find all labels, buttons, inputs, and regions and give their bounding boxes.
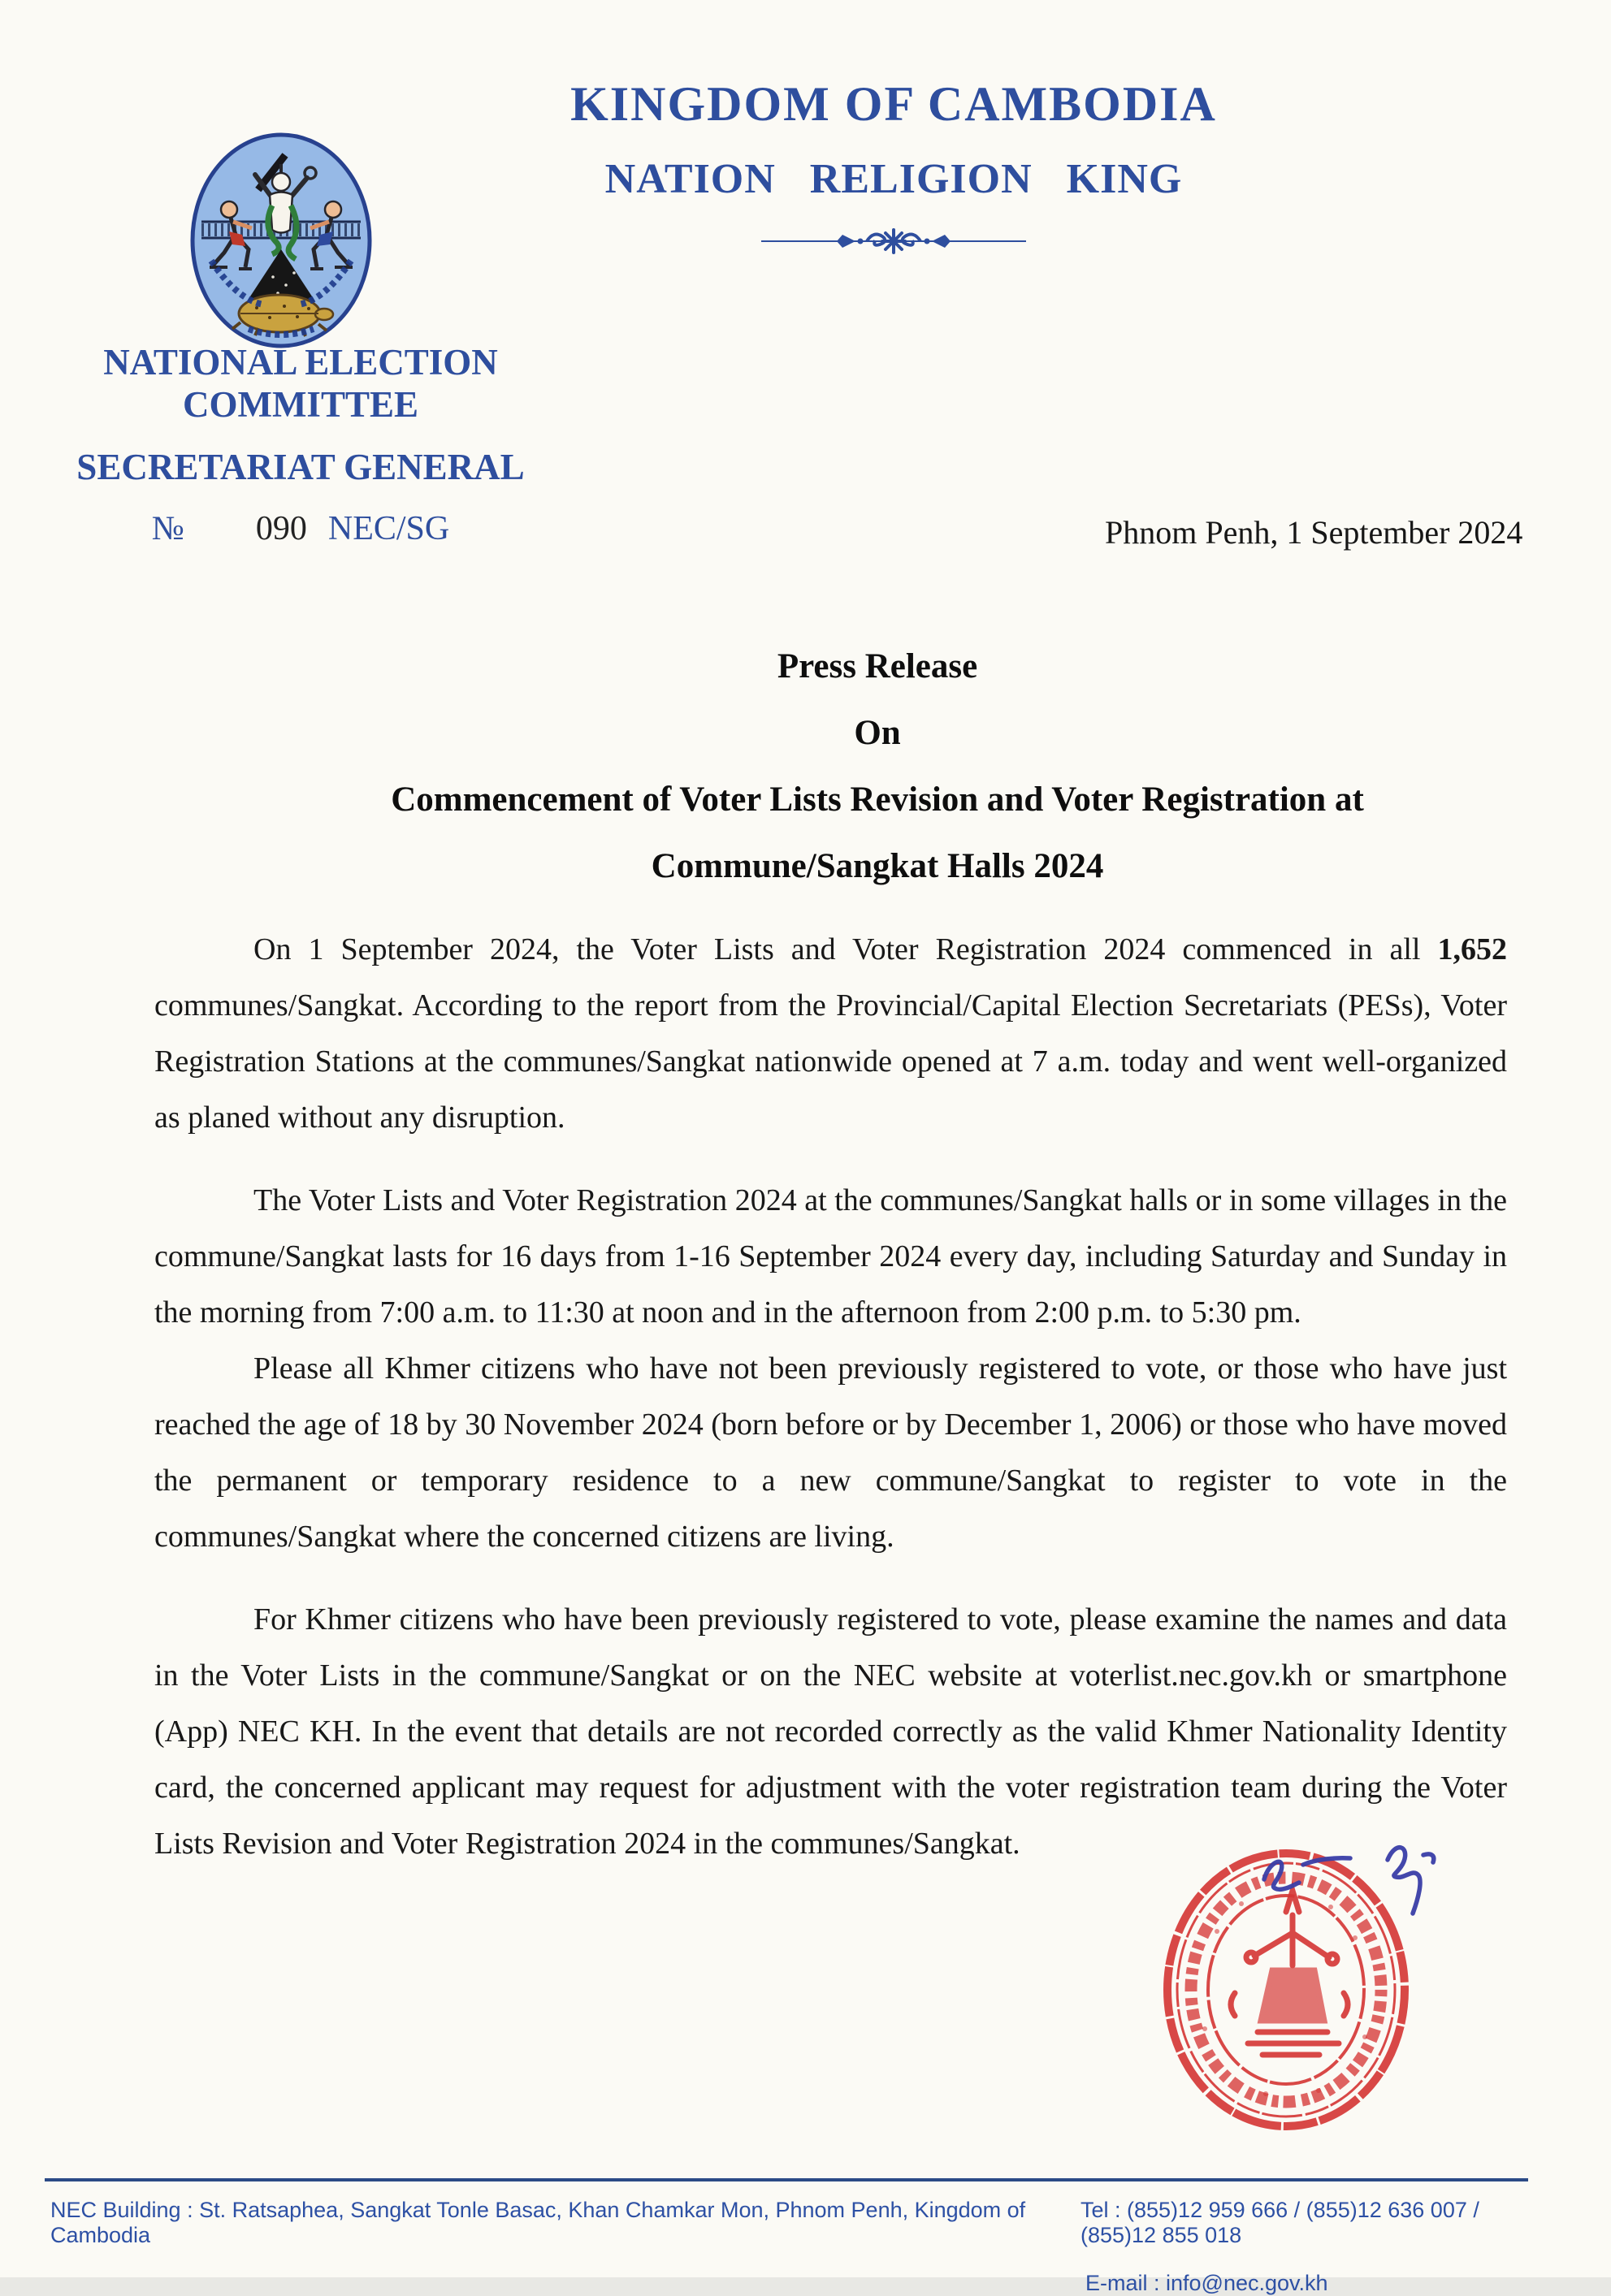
- footer-rule: [45, 2178, 1528, 2181]
- title-line-1: Press Release: [777, 647, 978, 685]
- title-line-4: Commune/Sangkat Halls 2024: [651, 847, 1104, 885]
- national-motto: NATION RELIGION KING: [604, 156, 1183, 202]
- body-paragraph-4: For Khmer citizens who have been previously registered to vote, please examine the names and data in the Voter Lists in the commune/Sangkat or on the NEC website at voterlist.nec.gov.kh or smartphone (App) NEC KH. In the event that details are not recorded correctly as the valid Khmer Nationality Identity card, the concerned applicant may request for adjustment with the voter registration team during the Voter Lists Revision and Voter Registration 2024 in the communes/Sangkat.: [154, 1602, 1507, 1861]
- document-header: [520, 76, 1267, 264]
- nec-emblem-icon: [188, 130, 374, 351]
- kingdom-title: KINGDOM OF CAMBODIA: [570, 77, 1217, 131]
- paragraph-1-text-after: communes/Sangkat. According to the report from the Provincial/Capital Election Secretariats (PESs), Voter Registration Stations at the communes/Sangkat nationwide opened at 7 a.m. today and went well-organized as planed without any disruption.: [154, 988, 1507, 1135]
- committee-name: NATIONAL ELECTION COMMITTEE: [103, 342, 498, 425]
- ref-number-value: 090: [255, 510, 307, 547]
- footer-address: NEC Building : St. Ratsaphea, Sangkat Tonle Basac, Khan Chamkar Mon, Phnom Penh, Kingdom of Cambodia: [50, 2198, 1026, 2247]
- ref-number-symbol: №: [151, 510, 184, 547]
- paragraph-1-bold-count: 1,652: [1437, 932, 1507, 966]
- title-line-2: On: [854, 714, 901, 752]
- paragraph-1-text: On 1 September 2024, the Voter Lists and Voter Registration 2024 commenced in all: [253, 932, 1438, 966]
- place-and-date: Phnom Penh, 1 September 2024: [1105, 514, 1523, 551]
- document-title: [146, 633, 1609, 900]
- document-body: [154, 922, 1507, 1872]
- ref-number-suffix: NEC/SG: [327, 510, 450, 547]
- footer-telephone: Tel : (855)12 959 666 / (855)12 636 007 / (855)12 855 018: [1080, 2198, 1479, 2247]
- footer-email: E-mail : info@nec.gov.kh: [1085, 2271, 1328, 2295]
- reference-number-line: [31, 509, 570, 548]
- body-paragraph-2: The Voter Lists and Voter Registration 2024 at the communes/Sangkat halls or in some villages in the commune/Sangkat lasts for 16 days from 1-16 September 2024 every day, including Saturday and Sunday in the morning from 7:00 a.m. to 11:30 at noon and in the afternoon from 2:00 p.m. to 5:30 pm.: [154, 1183, 1507, 1330]
- title-line-3: Commencement of Voter Lists Revision and Voter Registration at: [391, 780, 1364, 819]
- secretariat-name: SECRETARIAT GENERAL: [76, 447, 525, 487]
- footer-contact: [1080, 2198, 1535, 2296]
- issuing-organisation: [31, 341, 570, 548]
- ornamental-divider: [520, 223, 1267, 264]
- official-stamp-seal: [1144, 1834, 1472, 2146]
- body-paragraph-3: Please all Khmer citizens who have not been previously registered to vote, or those who have just reached the age of 18 by 30 November 2024 (born before or by December 1, 2006) or those who have moved the permanent or temporary residence to a new commune/Sangkat to register to vote in the communes/Sangkat where the concerned citizens are living.: [154, 1351, 1507, 1554]
- ornamental-divider-icon: [760, 223, 1028, 260]
- body-paragraph-1: [154, 922, 1507, 1146]
